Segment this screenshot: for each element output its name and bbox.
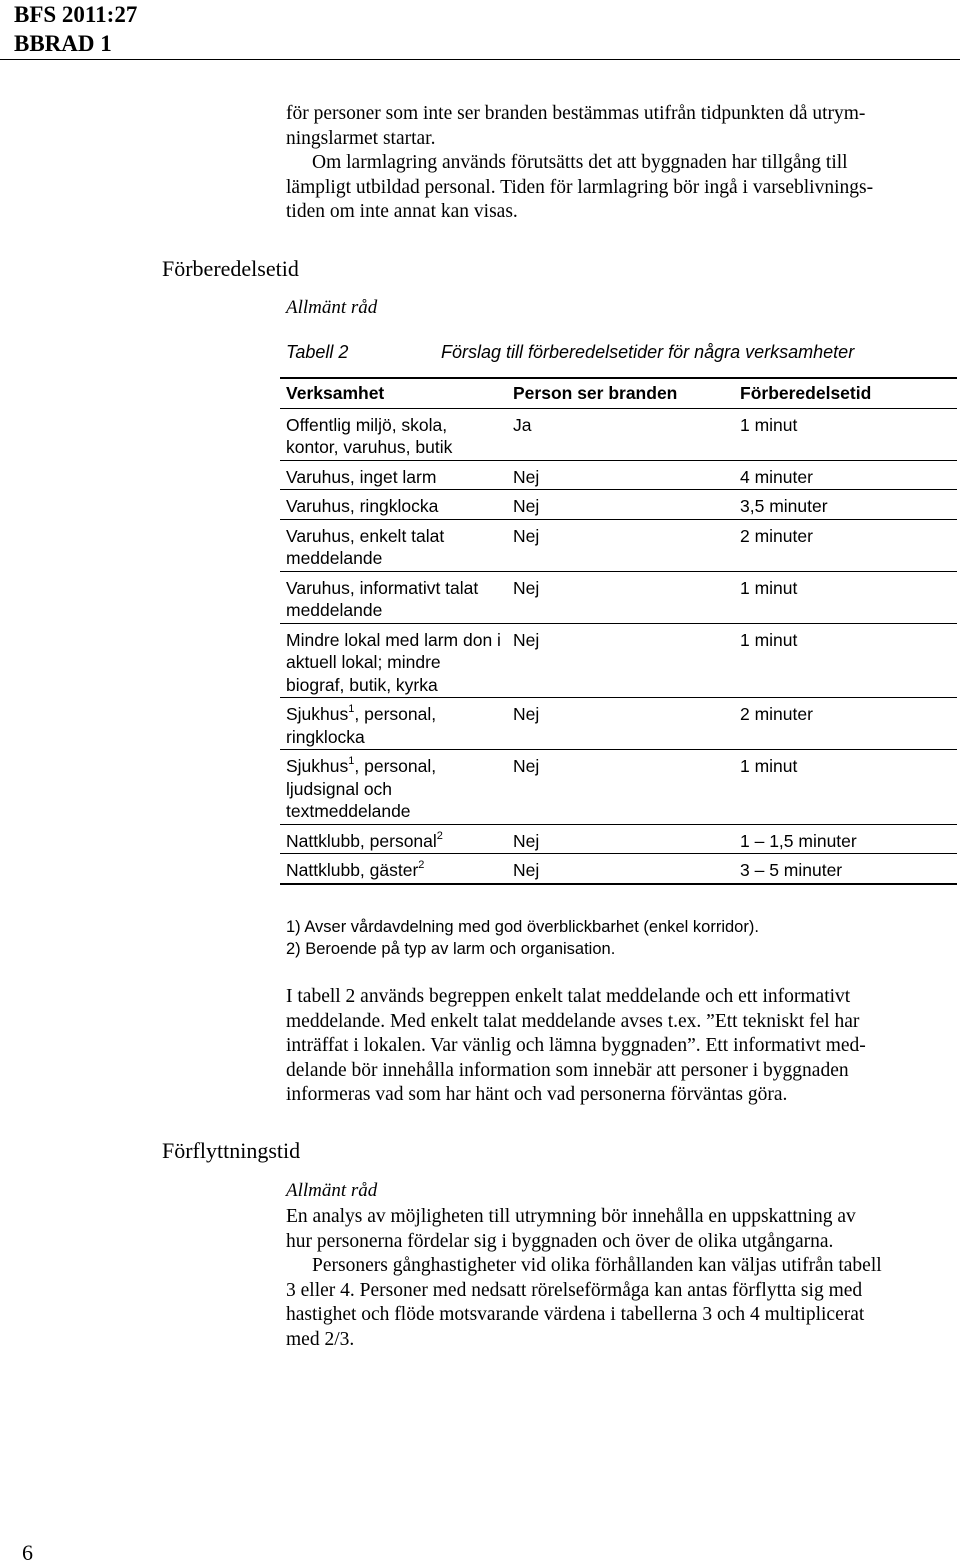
table-cell: Nej	[507, 490, 734, 520]
table-row	[280, 623, 957, 698]
table-cell: Ja	[507, 408, 734, 460]
section-heading-forflyttningstid: Förflyttningstid	[162, 1138, 301, 1163]
table-cell: Nej	[507, 519, 734, 571]
text-line: hur personerna fördelar sig i byggnaden och över de olika utgångarna.	[286, 1230, 834, 1252]
footnote-ref: 1	[348, 755, 355, 767]
text-line: informeras vad som har hänt och vad personerna förväntas göra.	[286, 1084, 788, 1106]
text-line: 3 eller 4. Personer med nedsatt rörelseförmåga kan antas förflytta sig med	[286, 1279, 863, 1301]
footnote: 1) Avser vårdavdelning med god överblickbarhet (enkel korridor).	[286, 918, 759, 936]
header-sub-code: BBRAD 1	[14, 31, 112, 56]
table-cell: 2 minuter	[734, 698, 957, 750]
table-cell: 1 minut	[734, 408, 957, 460]
text-line: I tabell 2 används begreppen enkelt talat meddelande och ett informativt	[286, 986, 851, 1007]
text-line: Personers gånghastigheter vid olika förhållanden kan väljas utifrån tabell	[312, 1255, 882, 1277]
table-row	[280, 750, 957, 825]
table-cell: Varuhus, informativt talat meddelande	[280, 571, 507, 623]
cell-text: Sjukhus	[286, 704, 349, 724]
cell-text: Sjukhus	[286, 756, 349, 776]
allmant-rad-label: Allmänt råd	[286, 297, 378, 318]
column-header: Verksamhet	[280, 378, 507, 408]
header-code: BFS 2011:27	[14, 2, 138, 27]
footnote-ref: 1	[348, 703, 355, 715]
table-cell: 3 – 5 minuter	[734, 854, 957, 884]
table-cell: Offentlig miljö, skola, kontor, varuhus, butik	[280, 408, 507, 460]
footnote: 2) Beroende på typ av larm och organisation.	[286, 939, 616, 958]
text-line: hastighet och flöde motsvarande värdena i tabellerna 3 och 4 multiplicerat	[286, 1304, 865, 1326]
table-cell: 1 minut	[734, 750, 957, 825]
table-footnotes	[286, 917, 759, 960]
column-header: Förberedelsetid	[734, 378, 957, 408]
column-header: Person ser branden	[507, 378, 734, 408]
table-title: Förslag till förberedelsetider för några verksamheter	[441, 342, 855, 362]
table-row	[280, 824, 957, 854]
cell-text: , personal, ringklocka	[286, 704, 437, 747]
cell-text: Nattklubb, personal	[286, 830, 437, 851]
table-cell: Nej	[507, 698, 734, 750]
header-divider	[0, 59, 960, 60]
table-cell: 1 – 1,5 minuter	[734, 824, 957, 854]
cell-text: , personal, ljudsignal och textmeddelande	[286, 756, 437, 821]
intro-paragraph	[286, 102, 958, 225]
text-line: meddelande. Med enkelt talat meddelande avses t.ex. ”Ett tekniskt fel har	[286, 1010, 860, 1032]
text-line: delande bör innehålla information som innebär att personer i byggnaden	[286, 1059, 849, 1081]
text-line: ningslarmet startar.	[286, 127, 436, 149]
table-cell: 1 minut	[734, 623, 957, 698]
table-cell: Nej	[507, 623, 734, 698]
allmant-rad-label: Allmänt råd	[286, 1180, 378, 1201]
table-row	[280, 854, 957, 884]
text-line: Om larmlagring används förutsätts det att byggnaden har tillgång till	[312, 152, 848, 174]
table-cell: Nej	[507, 460, 734, 490]
footnote-ref: 2	[418, 859, 425, 871]
table-cell: Varuhus, inget larm	[280, 460, 507, 490]
table-cell	[280, 854, 507, 884]
table-cell: Nej	[507, 854, 734, 884]
text-line: En analys av möjligheten till utrymning bör innehålla en uppskattning av	[286, 1206, 856, 1227]
table-row	[280, 571, 957, 623]
table-row	[280, 408, 957, 460]
movement-time-paragraph	[286, 1205, 958, 1353]
footnote-ref: 2	[436, 829, 443, 842]
text-line: lämpligt utbildad personal. Tiden för larmlagring bör ingå i varseblivnings-	[286, 176, 874, 198]
table-cell: 3,5 minuter	[734, 490, 957, 520]
table-cell: Nej	[507, 571, 734, 623]
table-explanation-paragraph	[286, 985, 958, 1108]
table-cell: Mindre lokal med larm don i aktuell lokal; mindre biograf, butik, kyrka	[280, 623, 507, 698]
table-cell	[280, 824, 507, 854]
table-row	[280, 698, 957, 750]
text-line: för personer som inte ser branden bestämmas utifrån tidpunkten då utrym-	[286, 103, 866, 124]
table-cell: 4 minuter	[734, 460, 957, 490]
text-line: tiden om inte annat kan visas.	[286, 201, 518, 223]
table-cell: Nej	[507, 824, 734, 854]
section-heading-forberedelsetid: Förberedelsetid	[162, 256, 299, 281]
table-number: Tabell 2	[286, 342, 349, 362]
text-line: med 2/3.	[286, 1328, 355, 1350]
table-cell	[280, 750, 507, 825]
table-header-row	[280, 378, 957, 408]
table-row	[280, 460, 957, 490]
table-cell: Varuhus, enkelt talat meddelande	[280, 519, 507, 571]
text-line: inträffat i lokalen. Var vänlig och lämna byggnaden”. Ett informativt med-	[286, 1035, 866, 1057]
table-cell: Nej	[507, 750, 734, 825]
table-row	[280, 519, 957, 571]
table-row	[280, 490, 957, 520]
table-cell: Varuhus, ringklocka	[280, 490, 507, 520]
table-cell: 2 minuter	[734, 519, 957, 571]
table-cell: 1 minut	[734, 571, 957, 623]
table-cell	[280, 698, 507, 750]
document-header	[14, 0, 137, 58]
page-number: 6	[22, 1540, 33, 1565]
preparation-time-table	[280, 377, 957, 885]
cell-text: Nattklubb, gäster	[286, 860, 419, 880]
